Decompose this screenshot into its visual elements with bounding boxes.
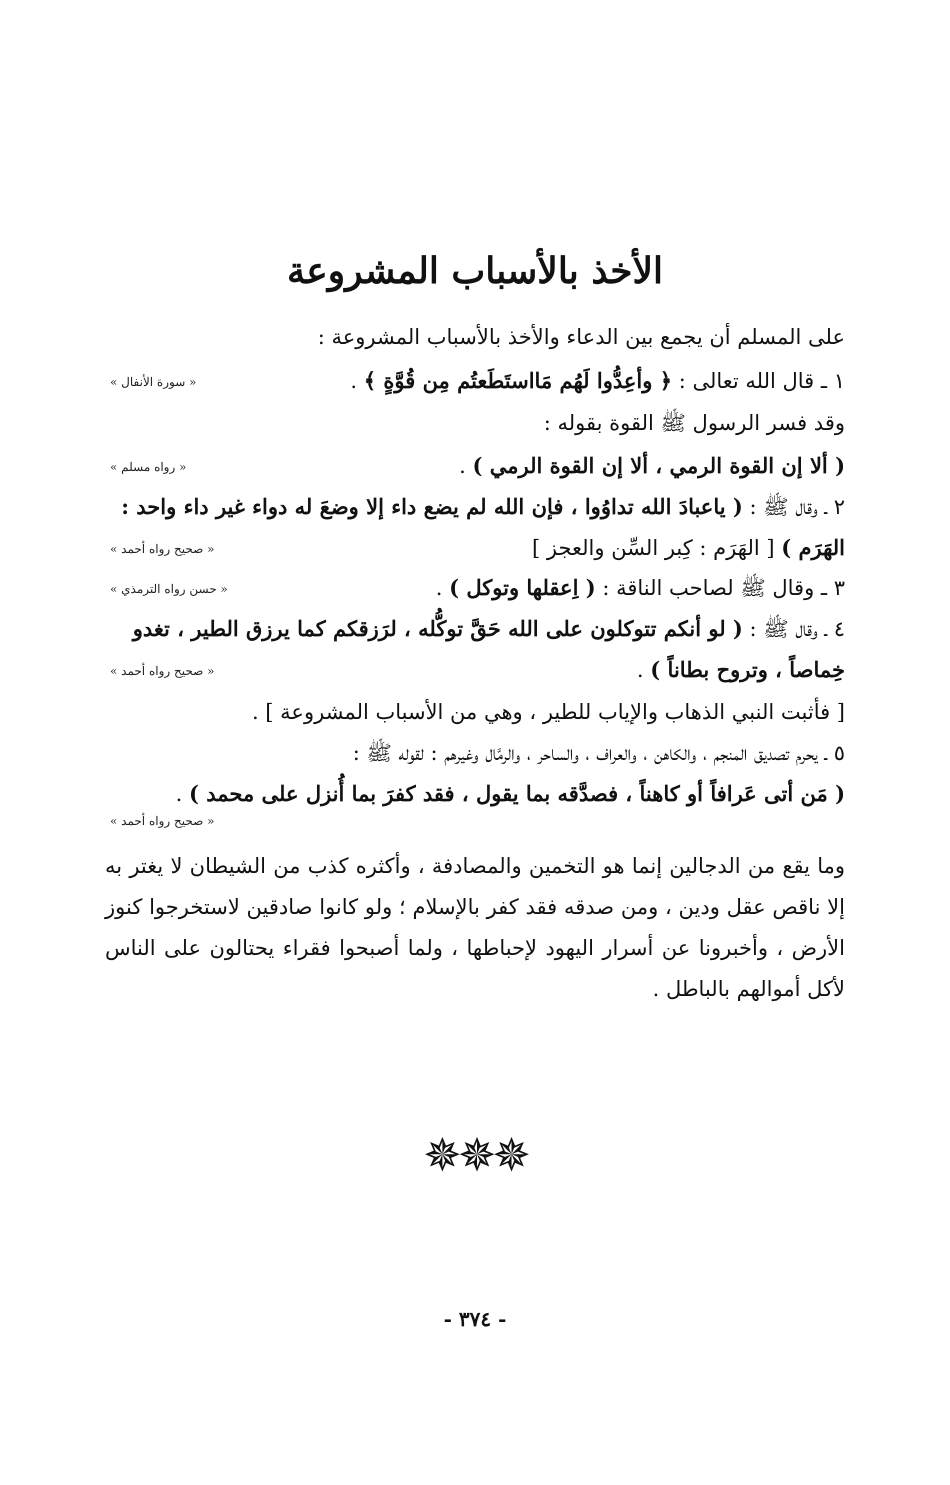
item-4 (105, 614, 845, 644)
item-3-prefix: ٣ ـ وقال ﷺ لصاحب الناقة : (602, 576, 845, 600)
source-muslim: « رواه مسلم » (110, 460, 187, 474)
item-4-cont (105, 655, 845, 685)
source-ahmad-2: « صحيح رواه أحمد » (110, 664, 215, 678)
item-2-quote: ( ياعبادَ الله تداوُوا ، فإن الله لم يضع داء إلا وضعَ له دواء غير داء واحد : (121, 494, 743, 519)
item-3-suffix: . (435, 576, 443, 600)
intro-line: على المسلم أن يجمع بين الدعاء والأخذ بالأسباب المشروعة : (317, 325, 845, 349)
source-tirmidhi: « حسن رواه الترمذي » (110, 582, 228, 596)
item-1-hadith (105, 451, 845, 481)
item-4-quote-end: خِماصاً ، وتروح بطاناً ) (650, 657, 845, 682)
item-5: ٥ ـ يحرم تصديق المنجم ، والكاهن ، والعراف ، والساحر ، والرمَّال وغيرهم : لقوله ﷺ : (352, 741, 845, 765)
item-4-suffix: . (636, 658, 644, 682)
item-5-suffix: . (175, 782, 183, 806)
item-1-suffix: . (350, 369, 358, 393)
item-2-quote-end: الهَرَم ) (781, 535, 845, 560)
item-4-prefix: ٤ ـ وقال ﷺ : (749, 617, 845, 641)
source-ahmad-1: « صحيح رواه أحمد » (110, 542, 215, 556)
item-4-quote: ( لو أنكم تتوكلون على الله حَقَّ توكُّله ، لرَزقكم كما يرزق الطير ، تغدو (132, 616, 743, 641)
item-2 (105, 492, 845, 522)
item-1-quote: ﴿ وأعِدُّوا لَهُم مَااستَطَعتُم مِن قُوَّةٍ ﴾ (363, 368, 672, 393)
item-2-cont (105, 533, 845, 563)
item-2-prefix: ٢ ـ وقال ﷺ : (749, 495, 845, 519)
item-2-gloss: [ الهَرَم : كِبر السِّن والعجز ] (532, 536, 775, 560)
hadith-suffix: . (459, 454, 466, 478)
page-number: - ٣٧٤ - (443, 1307, 507, 1331)
source-anfal: « سورة الأنفال » (110, 375, 197, 389)
stars-ornament: ✵✵✵ (423, 1128, 527, 1182)
item-5-hadith (105, 779, 845, 809)
source-ahmad-3: « صحيح رواه أحمد » (110, 814, 215, 828)
item-3-quote: ( اِعقلها وتوكل ) (449, 575, 596, 600)
page-title: الأخذ بالأسباب المشروعة (286, 250, 664, 292)
hadith-quote: ( ألا إن القوة الرمي ، ألا إن القوة الرمي ) (472, 453, 845, 478)
item-5-quote: ( مَن أتى عَرافاً أو كاهناً ، فصدَّقه بما يقول ، فقد كفرَ بما أُنزل على محمد ) (189, 781, 845, 806)
closing-paragraph: وما يقع من الدجالين إنما هو التخمين والمصادفة ، وأكثره كذب من الشيطان لا يغتر به إلا ناقص عقل ودين ، ومن صدقه فقد كفر بالإسلام ؛ ولو كانوا صادقين لاستخرجوا كنوز الأرض ، وأخبرونا عن أسرار اليهود لإحباطها ، ولما أصبحوا فقراء يحتالون على الناس لأكل أموالهم بالباطل . (105, 854, 845, 1001)
item-1 (105, 366, 845, 396)
item-1-prefix: ١ ـ قال الله تعالى : (678, 369, 845, 393)
explanation-line: وقد فسر الرسول ﷺ القوة بقوله : (543, 411, 845, 435)
item-4-note: [ فأثبت النبي الذهاب والإياب للطير ، وهي من الأسباب المشروعة ] . (251, 700, 845, 724)
